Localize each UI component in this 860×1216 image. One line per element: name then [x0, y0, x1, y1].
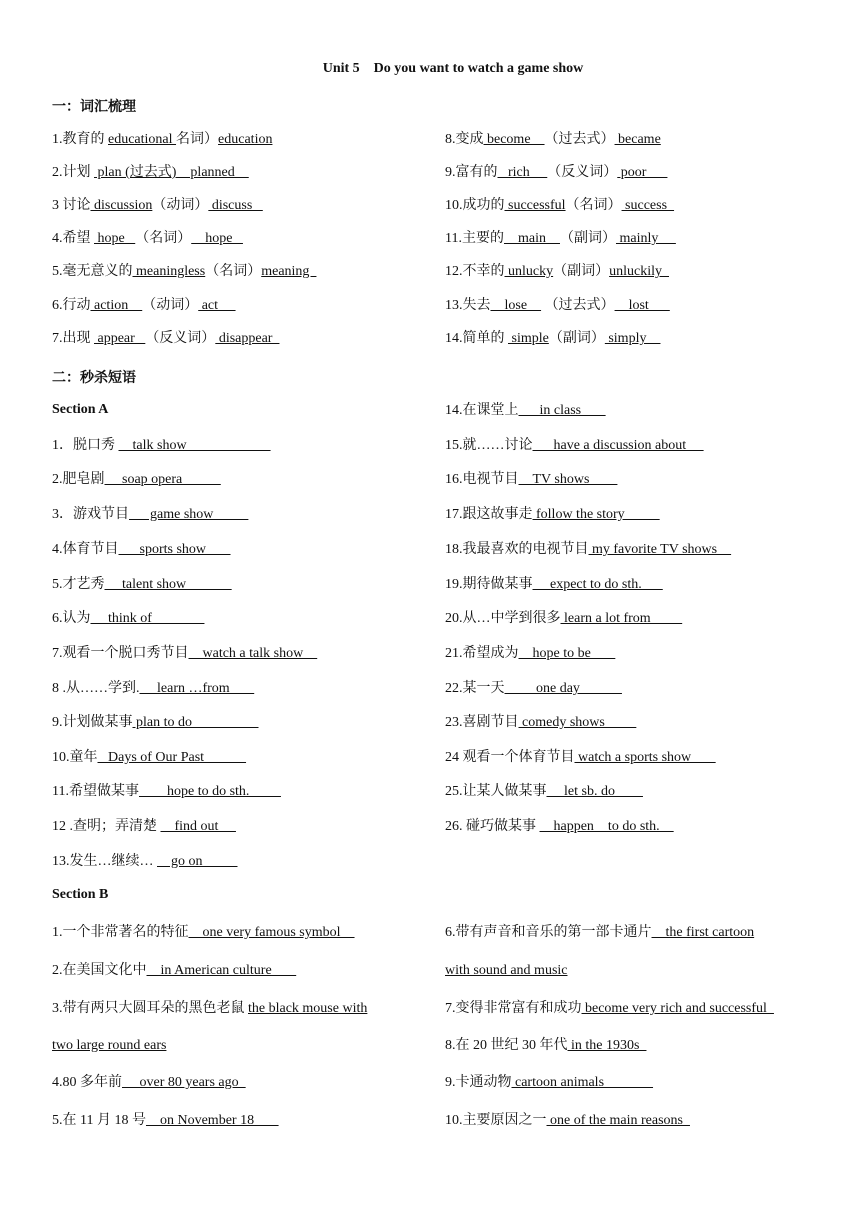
phrase-item: [52, 1112, 279, 1130]
vocab-item: [52, 230, 243, 248]
phrase-item: [445, 1037, 646, 1055]
phrase-item: [52, 962, 296, 980]
phrase-item: [445, 1074, 653, 1092]
phrase-answer: have a discussion about: [532, 438, 704, 453]
vocab-answer: appear: [94, 331, 146, 346]
vocab-answer: action: [90, 298, 143, 313]
phrase-item: [52, 680, 254, 698]
phrase-prompt: 20.从…中学到很多: [445, 611, 561, 626]
phrase-answer: in the 1930s: [567, 1038, 647, 1053]
vocab-form-answer: unluckily: [609, 264, 669, 279]
phrase-answer: hope to be: [518, 646, 616, 661]
vocab-prompt: 8.变成: [445, 132, 484, 147]
phrase-item: [445, 541, 731, 559]
phrase-item: [52, 610, 204, 628]
phrase-answer: learn …from: [139, 681, 255, 696]
vocab-answer: educational: [108, 132, 177, 147]
vocab-item: [52, 297, 236, 315]
vocab-form-label: （过去式）: [544, 132, 615, 147]
vocab-form-answer: simply: [604, 331, 661, 346]
phrase-item: [445, 783, 643, 801]
phrase-answer: let sb. do: [546, 784, 643, 799]
phrase-answer: go on: [157, 854, 238, 869]
phrase-item: [52, 506, 248, 524]
phrase-item: [445, 506, 660, 524]
phrase-answer: become very rich and successful: [581, 1001, 774, 1016]
section-heading-phrases: 二：秒杀短语: [52, 371, 136, 386]
phrase-item: [445, 1000, 774, 1018]
vocab-answer: meaningless: [132, 264, 206, 279]
section-a-heading: Section A: [52, 402, 109, 417]
phrase-prompt: 24 观看一个体育节目: [445, 750, 575, 765]
phrase-answer: expect to do sth.: [532, 577, 663, 592]
phrase-answer: in class: [518, 403, 606, 418]
phrase-prompt: 2.肥皂剧: [52, 472, 105, 487]
phrase-item: [445, 402, 606, 420]
vocab-item: [445, 297, 670, 315]
vocab-form-answer: lost: [614, 298, 670, 313]
vocab-item: [52, 164, 249, 182]
phrase-prompt: 18.我最喜欢的电视节目: [445, 542, 589, 557]
phrase-prompt: 2.在美国文化中: [52, 963, 147, 978]
vocab-answer: discussion: [90, 198, 153, 213]
phrase-prompt: 22.某一天: [445, 681, 505, 696]
vocab-answer: simple: [508, 331, 549, 346]
vocab-item: [445, 263, 669, 281]
phrase-item: [445, 962, 568, 980]
phrase-answer: game show: [129, 507, 249, 522]
phrase-item: [445, 818, 674, 836]
phrase-prompt: 10.主要原因之一: [445, 1113, 547, 1128]
vocab-prompt: 4.希望: [52, 231, 94, 246]
phrase-prompt: 1．脱口秀: [52, 438, 119, 453]
vocab-answer: lose: [490, 298, 542, 313]
phrase-answer: Days of Our Past: [97, 750, 247, 765]
phrase-answer: one day: [504, 681, 622, 696]
phrase-answer: over 80 years ago: [122, 1075, 246, 1090]
vocab-prompt: 5.毫无意义的: [52, 264, 133, 279]
phrase-item: [52, 471, 221, 489]
phrase-item: [445, 610, 682, 628]
phrase-answer: sports show: [118, 542, 231, 557]
vocab-form-answer: meaning: [261, 264, 317, 279]
page-title: Unit 5 Do you want to watch a game show: [322, 61, 584, 76]
vocab-item: [52, 197, 263, 215]
phrase-item: [445, 680, 622, 698]
vocab-answer: successful: [504, 198, 566, 213]
vocab-form-label: （动词）: [142, 298, 199, 313]
phrase-item: [52, 749, 246, 767]
phrase-prompt: 12 .查明；弄清楚: [52, 819, 161, 834]
vocab-item: [445, 330, 660, 348]
phrase-prompt: 6.带有声音和音乐的第一部卡通片: [445, 925, 652, 940]
phrase-item: [52, 1074, 246, 1092]
phrase-answer: find out: [160, 819, 236, 834]
phrase-prompt: 10.童年: [52, 750, 98, 765]
vocab-answer: become: [483, 132, 545, 147]
phrase-prompt: 15.就……讨论: [445, 438, 533, 453]
phrase-prompt: 1.一个非常著名的特征: [52, 925, 189, 940]
phrase-answer: watch a sports show: [574, 750, 716, 765]
phrase-answer: with sound and music: [445, 963, 568, 978]
phrase-answer: comedy shows: [518, 715, 637, 730]
vocab-prompt: 1.教育的: [52, 132, 108, 147]
phrase-answer: the first cartoon: [651, 925, 755, 940]
phrase-prompt: 5.才艺秀: [52, 577, 105, 592]
vocab-prompt: 11.主要的: [445, 231, 504, 246]
phrase-item: [52, 853, 238, 871]
vocab-prompt: 9.富有的: [445, 165, 498, 180]
vocab-form-label: （副词）: [548, 331, 605, 346]
vocab-form-label: （过去式）: [541, 298, 615, 313]
vocab-form-answer: act: [198, 298, 236, 313]
phrase-prompt: 17.跟这故事走: [445, 507, 533, 522]
phrase-item: [445, 924, 754, 942]
phrase-answer: one very famous symbol: [188, 925, 355, 940]
vocab-item: [445, 230, 676, 248]
phrase-prompt: 9.计划做某事: [52, 715, 133, 730]
phrase-prompt: 25.让某人做某事: [445, 784, 547, 799]
phrase-answer: two large round ears: [52, 1038, 167, 1053]
phrase-prompt: 6.认为: [52, 611, 91, 626]
phrase-prompt: 9.卡通动物: [445, 1075, 512, 1090]
vocab-item: [52, 330, 279, 348]
phrase-item: [52, 576, 232, 594]
vocab-answer: rich: [497, 165, 548, 180]
vocab-item: [445, 197, 674, 215]
vocab-form-answer: discuss: [208, 198, 263, 213]
vocab-form-answer: hope: [191, 231, 243, 246]
vocab-form-label: （副词）: [553, 264, 610, 279]
phrase-answer: follow the story: [532, 507, 660, 522]
section-heading-vocabulary: 一：词汇梳理: [52, 100, 136, 115]
phrase-prompt: 8.在 20 世纪 30 年代: [445, 1038, 568, 1053]
phrase-prompt: 21.希望成为: [445, 646, 519, 661]
vocab-form-label: （反义词）: [145, 331, 216, 346]
phrase-prompt: 8 .从……学到.: [52, 681, 140, 696]
phrase-item: [445, 645, 615, 663]
vocab-prompt: 6.行动: [52, 298, 91, 313]
phrase-answer: talk show: [118, 438, 271, 453]
phrase-prompt: 3．游戏节目: [52, 507, 129, 522]
phrase-item: [52, 714, 259, 732]
phrase-answer: my favorite TV shows: [588, 542, 732, 557]
phrase-prompt: 4.体育节目: [52, 542, 119, 557]
vocab-answer: hope: [94, 231, 136, 246]
phrase-answer: soap opera: [104, 472, 221, 487]
phrase-answer: cartoon animals: [511, 1075, 654, 1090]
vocab-prompt: 2.计划: [52, 165, 94, 180]
vocab-form-label: 名词）: [176, 132, 219, 147]
vocab-form-label: （名词）: [135, 231, 192, 246]
phrase-item: [52, 1000, 367, 1018]
vocab-form-answer: poor: [617, 165, 668, 180]
vocab-prompt: 10.成功的: [445, 198, 505, 213]
phrase-answer: plan to do: [132, 715, 259, 730]
phrase-item: [52, 645, 317, 663]
phrase-prompt: 13.发生…继续…: [52, 854, 157, 869]
phrase-prompt: 26. 碰巧做某事: [445, 819, 540, 834]
phrase-answer: one of the main reasons: [546, 1113, 690, 1128]
vocab-answer: main: [503, 231, 560, 246]
vocab-item: [445, 164, 667, 182]
vocab-prompt: 12.不幸的: [445, 264, 505, 279]
vocab-form-label: （名词）: [205, 264, 262, 279]
vocab-prompt: 3 讨论: [52, 198, 91, 213]
section-b-heading: Section B: [52, 887, 109, 902]
vocab-form-label: （副词）: [559, 231, 616, 246]
phrase-prompt: 23.喜剧节目: [445, 715, 519, 730]
phrase-item: [445, 749, 716, 767]
phrase-answer: the black mouse with: [248, 1001, 368, 1016]
phrase-item: [52, 924, 355, 942]
phrase-answer: TV shows: [518, 472, 618, 487]
phrase-answer: on November 18: [145, 1113, 279, 1128]
vocab-form-label: （名词）: [565, 198, 622, 213]
phrase-answer: hope to do sth.: [138, 784, 281, 799]
phrase-answer: watch a talk show: [188, 646, 318, 661]
phrase-item: [52, 541, 231, 559]
phrase-prompt: 5.在 11 月 18 号: [52, 1113, 146, 1128]
phrase-item: [445, 576, 663, 594]
phrase-item: [445, 437, 704, 455]
vocab-item: [445, 131, 661, 149]
phrase-prompt: 14.在课堂上: [445, 403, 519, 418]
phrase-item: [445, 714, 636, 732]
phrase-answer: learn a lot from: [560, 611, 683, 626]
phrase-prompt: 16.电视节目: [445, 472, 519, 487]
vocab-prompt: 7.出现: [52, 331, 94, 346]
phrase-item: [52, 818, 236, 836]
vocab-answer: unlucky: [504, 264, 554, 279]
vocab-form-label: （反义词）: [547, 165, 618, 180]
vocab-form-answer: became: [614, 132, 661, 147]
phrase-item: [445, 1112, 690, 1130]
phrase-prompt: 19.期待做某事: [445, 577, 533, 592]
vocab-item: [52, 263, 316, 281]
phrase-prompt: 11.希望做某事: [52, 784, 139, 799]
vocab-form-answer: disappear: [215, 331, 280, 346]
vocab-prompt: 14.简单的: [445, 331, 508, 346]
phrase-answer: talent show: [104, 577, 232, 592]
phrase-answer: happen to do sth.: [539, 819, 674, 834]
vocab-answer: plan (过去式) planned: [94, 165, 249, 180]
phrase-item: [52, 783, 281, 801]
vocab-form-answer: success: [621, 198, 675, 213]
phrase-item: [52, 437, 271, 455]
phrase-item: [52, 1037, 166, 1055]
vocab-form-answer: mainly: [615, 231, 676, 246]
phrase-prompt: 4.80 多年前: [52, 1075, 122, 1090]
phrase-prompt: 7.变得非常富有和成功: [445, 1001, 582, 1016]
phrase-prompt: 7.观看一个脱口秀节目: [52, 646, 189, 661]
phrase-prompt: 3.带有两只大圆耳朵的黑色老鼠: [52, 1001, 248, 1016]
phrase-item: [445, 471, 617, 489]
vocab-prompt: 13.失去: [445, 298, 491, 313]
vocab-item: [52, 131, 272, 149]
phrase-answer: in American culture: [146, 963, 297, 978]
vocab-form-answer: education: [218, 132, 273, 147]
vocab-form-label: （动词）: [152, 198, 209, 213]
phrase-answer: think of: [90, 611, 205, 626]
